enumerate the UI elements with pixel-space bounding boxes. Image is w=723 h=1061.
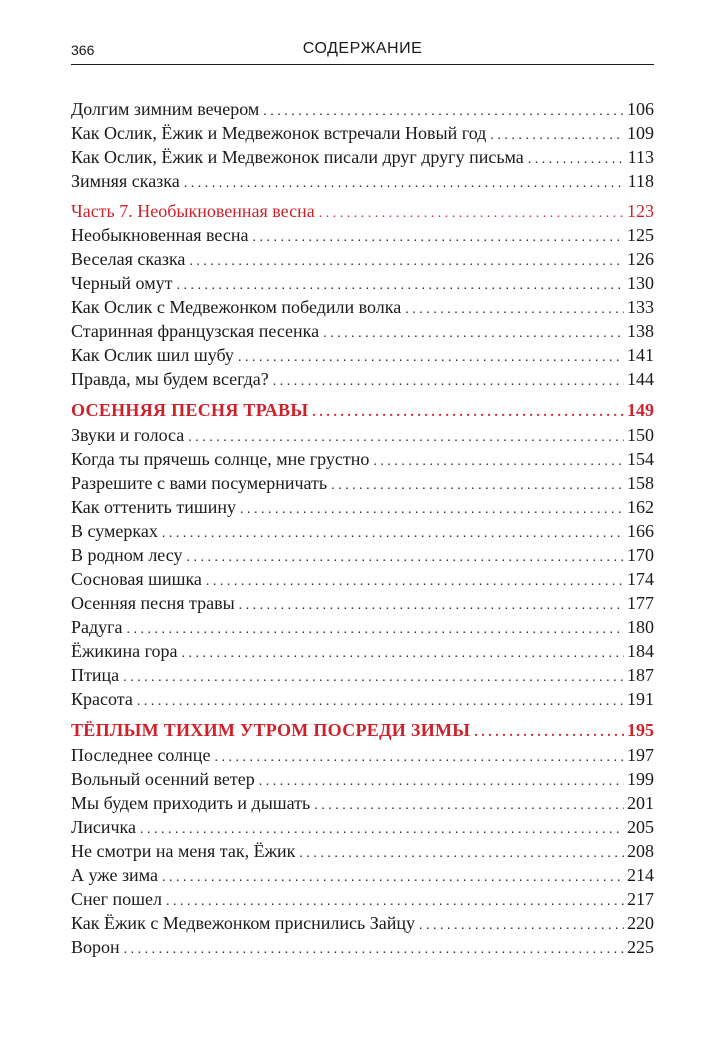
toc-entry-title: ТЁПЛЫМ ТИХИМ УТРОМ ПОСРЕДИ ЗИМЫ: [71, 717, 474, 743]
toc-entry-page: 109: [624, 121, 654, 145]
dot-leader: [182, 642, 625, 663]
toc-entry-page: 187: [624, 663, 654, 687]
toc-entry-page: 123: [624, 199, 654, 223]
toc-entry: [71, 169, 654, 193]
dot-leader: [405, 298, 624, 319]
toc-entry-page: 125: [624, 223, 654, 247]
toc-entry-page: 201: [624, 791, 654, 815]
toc-section-heading: [71, 717, 654, 743]
toc-entry-title: В сумерках: [71, 519, 162, 543]
dot-leader: [490, 124, 624, 145]
toc-entry-title: ОСЕННЯЯ ПЕСНЯ ТРАВЫ: [71, 397, 312, 423]
dot-leader: [373, 450, 624, 471]
toc-entry-title: Радуга: [71, 615, 127, 639]
toc-entry-title: В родном лесу: [71, 543, 187, 567]
toc-entry-page: 154: [624, 447, 654, 471]
table-of-contents: [71, 97, 654, 959]
toc-entry: [71, 687, 654, 711]
toc-entry-page: 184: [624, 639, 654, 663]
dot-leader: [189, 250, 624, 271]
dot-leader: [176, 274, 624, 295]
dot-leader: [214, 746, 624, 767]
toc-entry-page: 217: [624, 887, 654, 911]
toc-entry: [71, 121, 654, 145]
toc-entry-page: 118: [625, 169, 654, 193]
toc-entry: [71, 495, 654, 519]
toc-entry-title: Как Ослик, Ёжик и Медвежонок встречали Новый год: [71, 121, 490, 145]
toc-section-heading: [71, 397, 654, 423]
toc-entry-title: Разрешите с вами посумерничать: [71, 471, 331, 495]
toc-entry-page: 170: [624, 543, 654, 567]
dot-leader: [312, 401, 624, 423]
dot-leader: [140, 818, 624, 839]
toc-entry-title: Красота: [71, 687, 137, 711]
toc-entry: [71, 591, 654, 615]
toc-part-heading: [71, 199, 654, 223]
toc-entry-title: Зимняя сказка: [71, 169, 184, 193]
toc-entry: [71, 423, 654, 447]
toc-entry-title: Черный омут: [71, 271, 176, 295]
toc-entry-page: 214: [624, 863, 654, 887]
dot-leader: [166, 890, 624, 911]
toc-entry-page: 195: [624, 717, 654, 743]
toc-entry-title: Как Ослик, Ёжик и Медвежонок писали друг другу письма: [71, 145, 528, 169]
toc-entry-page: 144: [624, 367, 654, 391]
dot-leader: [323, 322, 624, 343]
dot-leader: [273, 370, 624, 391]
toc-entry-page: 225: [624, 935, 654, 959]
toc-entry-page: 199: [624, 767, 654, 791]
dot-leader: [331, 474, 624, 495]
toc-entry: [71, 887, 654, 911]
toc-entry-title: Старинная французская песенка: [71, 319, 323, 343]
toc-entry-title: Как Ослик шил шубу: [71, 343, 238, 367]
dot-leader: [187, 546, 625, 567]
dot-leader: [240, 498, 624, 519]
dot-leader: [314, 794, 624, 815]
toc-entry-title: Звуки и голоса: [71, 423, 188, 447]
toc-entry-title: Сосновая шишка: [71, 567, 206, 591]
toc-entry: [71, 319, 654, 343]
toc-entry-title: Снег пошел: [71, 887, 166, 911]
toc-entry-page: 158: [624, 471, 654, 495]
toc-entry-page: 197: [624, 743, 654, 767]
dot-leader: [319, 202, 624, 223]
toc-entry-page: 130: [624, 271, 654, 295]
toc-entry-page: 113: [625, 145, 654, 169]
toc-entry: [71, 145, 654, 169]
dot-leader: [184, 172, 625, 193]
toc-entry: [71, 615, 654, 639]
page-number: 366: [71, 42, 95, 58]
dot-leader: [239, 594, 624, 615]
toc-entry-page: 208: [624, 839, 654, 863]
toc-entry-page: 166: [624, 519, 654, 543]
toc-entry: [71, 863, 654, 887]
toc-entry: [71, 97, 654, 121]
toc-entry-page: 133: [624, 295, 654, 319]
toc-entry: [71, 743, 654, 767]
toc-entry: [71, 447, 654, 471]
dot-leader: [162, 522, 624, 543]
toc-entry-title: Как Ёжик с Медвежонком приснились Зайцу: [71, 911, 419, 935]
dot-leader: [474, 721, 624, 743]
toc-entry-title: Ворон: [71, 935, 124, 959]
toc-entry: [71, 639, 654, 663]
dot-leader: [259, 770, 624, 791]
dot-leader: [162, 866, 624, 887]
dot-leader: [206, 570, 624, 591]
toc-entry-page: 180: [624, 615, 654, 639]
toc-entry-title: Правда, мы будем всегда?: [71, 367, 273, 391]
toc-entry: [71, 815, 654, 839]
toc-entry: [71, 543, 654, 567]
dot-leader: [528, 148, 625, 169]
toc-entry-title: Необыкновенная весна: [71, 223, 252, 247]
toc-entry-title: А уже зима: [71, 863, 162, 887]
toc-entry-title: Лисичка: [71, 815, 140, 839]
toc-entry: [71, 295, 654, 319]
dot-leader: [137, 690, 624, 711]
dot-leader: [188, 426, 624, 447]
toc-entry-title: Осенняя песня травы: [71, 591, 239, 615]
dot-leader: [299, 842, 624, 863]
toc-entry-title: Вольный осенний ветер: [71, 767, 259, 791]
dot-leader: [419, 914, 624, 935]
toc-entry-page: 205: [624, 815, 654, 839]
toc-entry-page: 191: [624, 687, 654, 711]
toc-entry-title: Последнее солнце: [71, 743, 214, 767]
toc-entry: [71, 271, 654, 295]
toc-entry-page: 220: [624, 911, 654, 935]
toc-entry: [71, 791, 654, 815]
toc-entry-title: Как оттенить тишину: [71, 495, 240, 519]
dot-leader: [238, 346, 624, 367]
toc-entry: [71, 567, 654, 591]
toc-entry-page: 150: [624, 423, 654, 447]
dot-leader: [127, 618, 624, 639]
dot-leader: [123, 666, 624, 687]
toc-entry: [71, 343, 654, 367]
toc-entry-title: Долгим зимним вечером: [71, 97, 263, 121]
toc-entry: [71, 471, 654, 495]
toc-entry-page: 141: [624, 343, 654, 367]
toc-entry-page: 174: [624, 567, 654, 591]
toc-entry-page: 138: [624, 319, 654, 343]
toc-entry-page: 106: [624, 97, 654, 121]
dot-leader: [124, 938, 624, 959]
toc-entry: [71, 935, 654, 959]
toc-entry-title: Когда ты прячешь солнце, мне грустно: [71, 447, 373, 471]
dot-leader: [263, 100, 624, 121]
toc-entry-title: Мы будем приходить и дышать: [71, 791, 314, 815]
toc-entry-page: 149: [624, 397, 654, 423]
toc-entry-page: 126: [624, 247, 654, 271]
page-header: [71, 38, 654, 65]
toc-entry: [71, 911, 654, 935]
toc-entry: [71, 247, 654, 271]
toc-entry-page: 177: [624, 591, 654, 615]
dot-leader: [252, 226, 624, 247]
toc-entry-title: Как Ослик с Медвежонком победили волка: [71, 295, 405, 319]
toc-entry-title: Часть 7. Необыкновенная весна: [71, 199, 319, 223]
toc-entry-title: Ёжикина гора: [71, 639, 182, 663]
toc-entry: [71, 367, 654, 391]
toc-entry: [71, 663, 654, 687]
toc-entry: [71, 519, 654, 543]
toc-entry-title: Веселая сказка: [71, 247, 189, 271]
toc-entry: [71, 223, 654, 247]
toc-entry-title: Птица: [71, 663, 123, 687]
running-title: СОДЕРЖАНИЕ: [302, 40, 423, 57]
toc-entry-page: 162: [624, 495, 654, 519]
toc-entry-title: Не смотри на меня так, Ёжик: [71, 839, 299, 863]
toc-entry: [71, 839, 654, 863]
toc-entry: [71, 767, 654, 791]
